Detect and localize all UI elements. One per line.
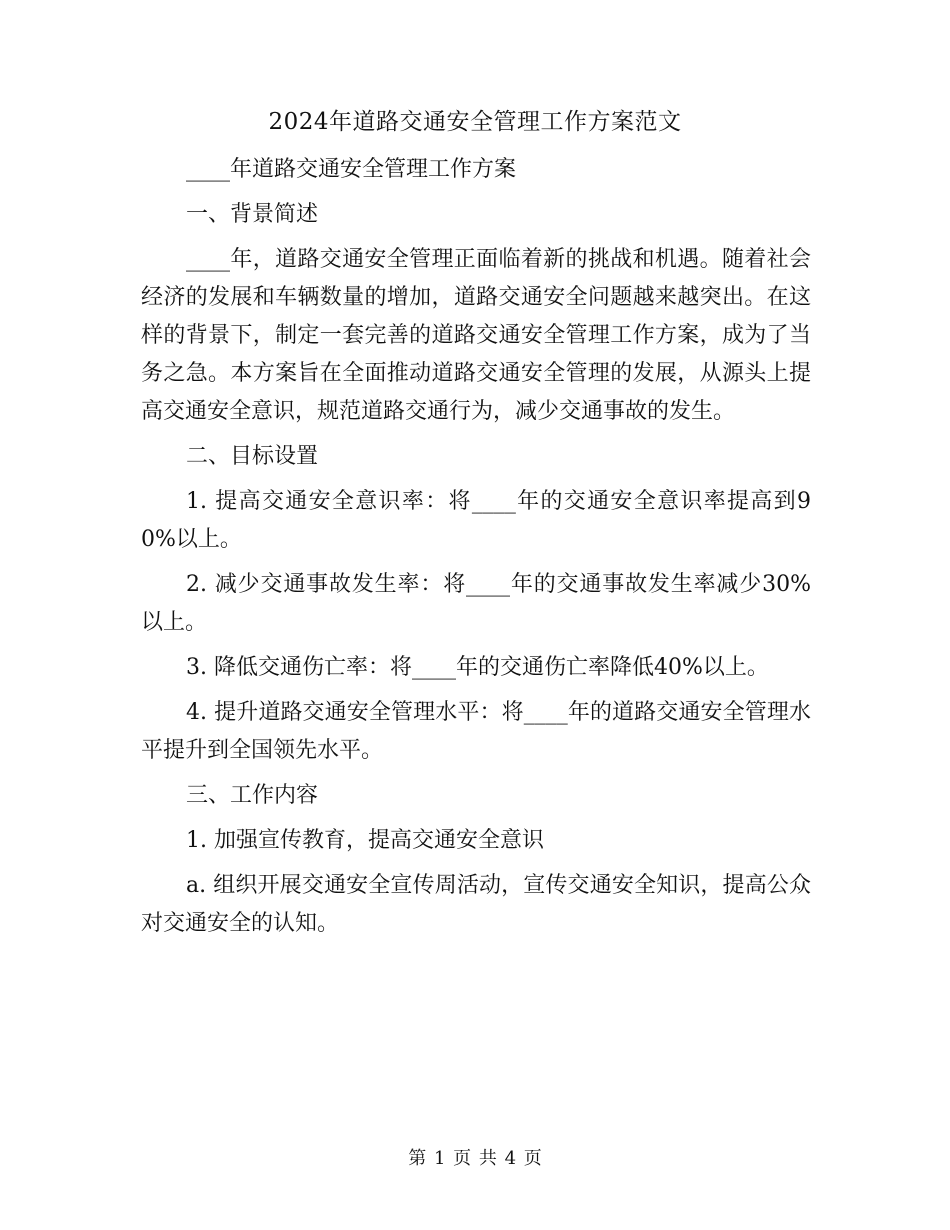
- list-item-goal-3: 3. 降低交通伤亡率：将____年的交通伤亡率降低40%以上。: [186, 655, 769, 680]
- document-body: [141, 151, 811, 950]
- list-item-goal-4: 4. 提升道路交通安全管理水平：将____年的道路交通安全管理水平提升到全国领先水平。: [141, 700, 811, 763]
- section-heading-background: 一、背景简述: [186, 202, 319, 227]
- list-item-work-1a: a. 组织开展交通安全宣传周活动，宣传交通安全知识，提高公众对交通安全的认知。: [141, 873, 811, 936]
- list-item-goal-1: 1. 提高交通安全意识率：将____年的交通安全意识率提高到90%以上。: [141, 489, 811, 552]
- section-heading-goals: 二、目标设置: [186, 444, 319, 469]
- list-item-work-1: 1. 加强宣传教育，提高交通安全意识: [186, 828, 544, 853]
- page-footer: 第 1 页 共 4 页: [408, 1148, 542, 1169]
- list-item-goal-2: 2. 减少交通事故发生率：将____年的交通事故发生率减少30%以上。: [141, 572, 811, 635]
- section-heading-work-content: 三、工作内容: [186, 783, 319, 808]
- document-title: 2024年道路交通安全管理工作方案范文: [268, 109, 682, 135]
- paragraph-background: ____年，道路交通安全管理正面临着新的挑战和机遇。随着社会经济的发展和车辆数量的增加，道路交通安全问题越来越突出。在这样的背景下，制定一套完善的道路交通安全管理工作方案，成为了当务之急。本方案旨在全面推动道路交通安全管理的发展，从源头上提高交通安全意识，规范道路交通行为，减少交通事故的发生。: [141, 247, 811, 424]
- paragraph-subtitle: ____年道路交通安全管理工作方案: [186, 157, 517, 182]
